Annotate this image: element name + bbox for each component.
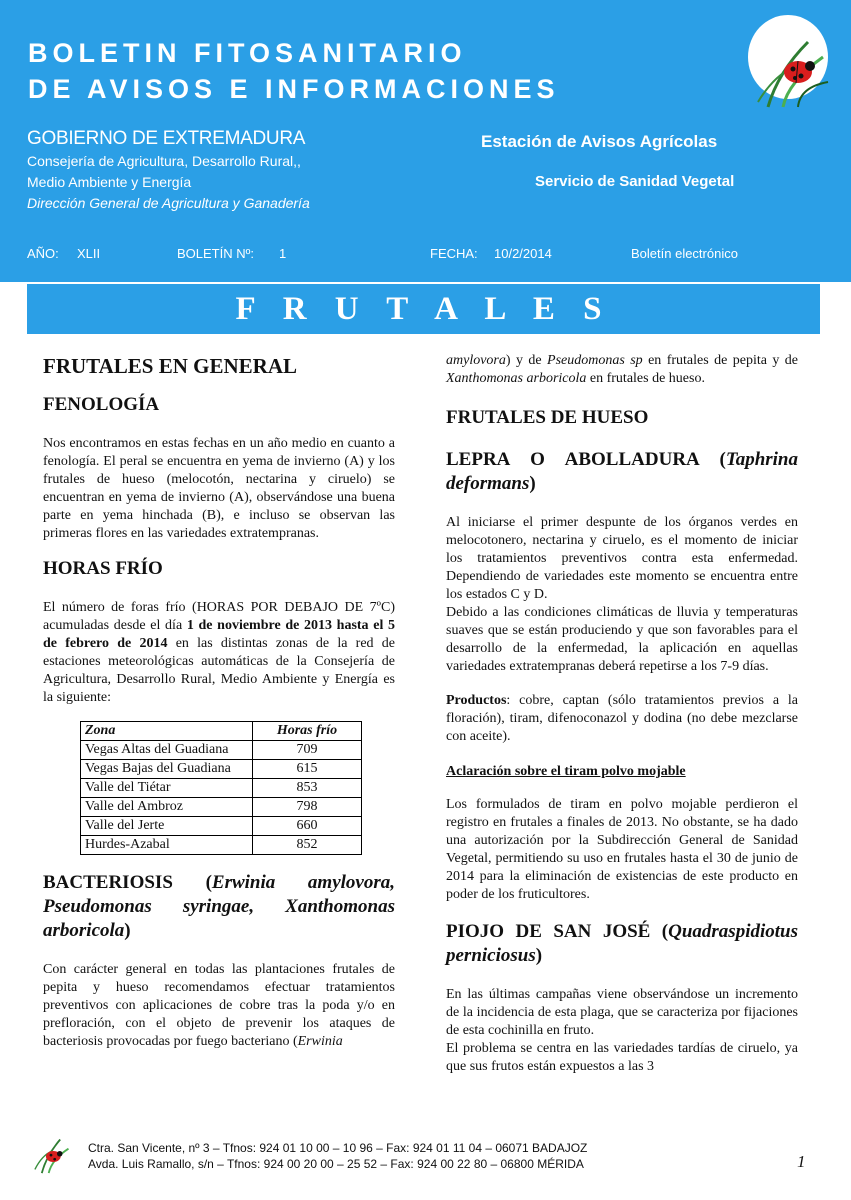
aclaracion-heading: Aclaración sobre el tiram polvo mojable xyxy=(446,764,686,779)
zona-cell: Vegas Altas del Guadiana xyxy=(81,741,253,760)
direccion-general: Dirección General de Agricultura y Ganadería xyxy=(27,195,310,211)
footer-address-badajoz: Ctra. San Vicente, nº 3 – Tfnos: 924 01 10 00 – 10 96 – Fax: 924 01 11 04 – 06071 BADAJOZ xyxy=(88,1141,588,1155)
column-header-horas: Horas frío xyxy=(253,722,362,741)
bacteriosis-paragraph: Con carácter general en todas las plantaciones frutales de pepita y hueso recomendamos efectuar tratamientos preventivos con aplicaciones de cobre tras la poda y/o en prefloración, con el objeto de prevenir los ataques de bacteriosis provocadas por fuego bacteriano (Erwinia xyxy=(43,962,395,1049)
bulletin-number-label: BOLETÍN Nº: xyxy=(177,246,254,261)
station-name: Estación de Avisos Agrícolas xyxy=(481,132,718,151)
horas-frio-table xyxy=(80,721,362,855)
table-row xyxy=(81,798,362,817)
general-heading: FRUTALES EN GENERAL xyxy=(43,354,297,378)
horas-cell: 852 xyxy=(253,836,362,855)
horas-cell: 798 xyxy=(253,798,362,817)
bulletin-title-line1: BOLETIN FITOSANITARIO xyxy=(28,38,467,68)
government-name: GOBIERNO DE EXTREMADURA xyxy=(27,128,306,149)
bacteriosis-heading: BACTERIOSIS (Erwinia amylovora, Pseudomonas syringae, Xanthomonas arboricola) xyxy=(43,872,395,941)
consejeria-line1: Consejería de Agricultura, Desarrollo Rural,, xyxy=(27,153,301,169)
date-label: FECHA: xyxy=(430,246,478,261)
horas-cell: 709 xyxy=(253,741,362,760)
productos-paragraph: Productos: cobre, captan (sólo tratamientos previos a la floración), tiram, difenoconazol y dodina (no debe mezclarse con aceite). xyxy=(446,693,798,744)
ladybug-footer-logo xyxy=(28,1128,74,1174)
table-row xyxy=(81,817,362,836)
aclaracion-paragraph: Los formulados de tiram en polvo mojable perdieron el registro en frutales a finales de 2013. No obstante, se ha dado una autorización por la Subdirección General de Sanidad Vegetal, permitiendo su uso en frutales hasta el 30 de junio de 2014 para la eliminación de existencias de este producto en poder de los fruticultores. xyxy=(446,797,798,902)
horas-cell: 853 xyxy=(253,779,362,798)
table-row xyxy=(81,779,362,798)
zona-cell: Valle del Ambroz xyxy=(81,798,253,817)
service-name: Servicio de Sanidad Vegetal xyxy=(535,173,735,190)
table-row xyxy=(81,760,362,779)
horas-frio-heading: HORAS FRÍO xyxy=(43,558,163,579)
ladybug-logo xyxy=(738,12,838,112)
piojo-paragraph-1: En las últimas campañas viene observándose un incremento de la incidencia de esta plaga, que se caracteriza por fijaciones de esta cochinilla en fruto. xyxy=(446,987,798,1038)
frutales-hueso-heading: FRUTALES DE HUESO xyxy=(446,407,649,428)
fenologia-heading: FENOLOGÍA xyxy=(43,394,160,415)
horas-cell: 615 xyxy=(253,760,362,779)
horas-frio-paragraph: El número de foras frío (HORAS POR DEBAJO DE 7ºC) acumuladas desde el día 1 de noviembre de 2013 hasta el 5 de febrero de 2014 en las distintas zonas de la red de estaciones meteorológicas automáticas de la Consejería de Agricultura, Desarrollo Rural, Medio Ambiente y Energía es la siguiente: xyxy=(43,600,395,705)
bulletin-title-line2: DE AVISOS E INFORMACIONES xyxy=(28,74,560,104)
piojo-paragraph-2: El problema se centra en las variedades tardías de ciruelo, ya que sus frutos están expuestos a las 3 xyxy=(446,1041,798,1074)
year-value: XLII xyxy=(77,246,101,261)
fenologia-paragraph: Nos encontramos en estas fechas en un año medio en cuanto a fenología. El peral se encuentra en yema de invierno (A) y los frutales de hueso (melocotón, nectarina y ciruelo) se encuentran en yema de invierno (A), observándose una buena parte en yema hinchada (B), e incluso se observan las primeras flores en las variedades extratempranas. xyxy=(43,436,395,541)
horas-cell: 660 xyxy=(253,817,362,836)
lepra-heading: LEPRA O ABOLLADURA (Taphrina deformans) xyxy=(446,449,798,494)
piojo-heading: PIOJO DE SAN JOSÉ (Quadraspidiotus perniciosus) xyxy=(446,921,798,966)
table-row xyxy=(81,836,362,855)
table-row xyxy=(81,741,362,760)
zona-cell: Valle del Tiétar xyxy=(81,779,253,798)
consejeria-line2: Medio Ambiente y Energía xyxy=(27,174,192,190)
zona-cell: Valle del Jerte xyxy=(81,817,253,836)
page-number: 1 xyxy=(797,1152,806,1171)
column-header-zona: Zona xyxy=(81,722,253,741)
electronic-bulletin: Boletín electrónico xyxy=(631,246,738,261)
date-value: 10/2/2014 xyxy=(494,246,552,261)
lepra-paragraph-2: Debido a las condiciones climáticas de lluvia y temperaturas suaves que se están produciendo y que son favorables para el desarrollo de la enfermedad, la aplicación en aquellas variedades extratempranas deberá repetirse a los 7-9 días. xyxy=(446,605,798,674)
right-column xyxy=(446,352,798,1076)
header-banner xyxy=(0,0,851,282)
lepra-paragraph-1: Al iniciarse el primer despunte de los órganos verdes en melocotonero, nectarina y ciruelo, es el momento de iniciar los tratamientos preventivos contra esta enfermedad. Dependiendo de variedades este momento se encuentra entre los estados C y D. xyxy=(446,515,798,602)
bacteriosis-continuation: amylovora) y de Pseudomonas sp en frutales de pepita y de Xanthomonas arboricola en frutales de hueso. xyxy=(446,353,798,386)
section-title-frutales: F R U T A L E S xyxy=(27,284,820,334)
year-label: AÑO: xyxy=(27,246,59,261)
zona-cell: Hurdes-Azabal xyxy=(81,836,253,855)
table-header-row xyxy=(81,722,362,741)
left-column xyxy=(43,348,395,1051)
bulletin-number-value: 1 xyxy=(279,246,287,261)
zona-cell: Vegas Bajas del Guadiana xyxy=(81,760,253,779)
footer-address-merida: Avda. Luis Ramallo, s/n – Tfnos: 924 00 20 00 – 25 52 – Fax: 924 00 22 80 – 06800 MÉRIDA xyxy=(88,1157,584,1171)
